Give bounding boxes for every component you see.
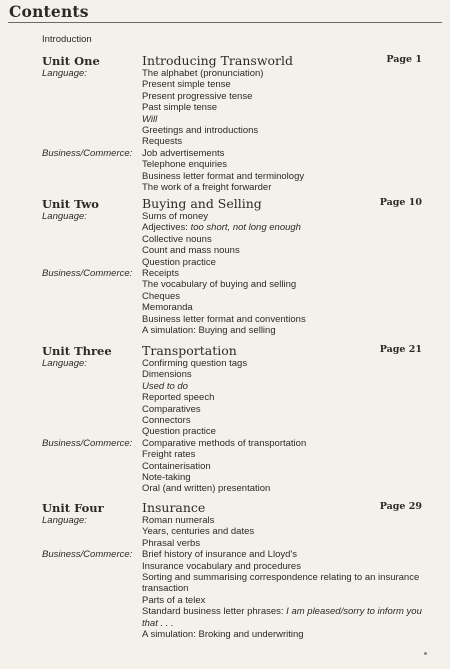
topic-item: [142, 483, 432, 494]
business-commerce-section: [42, 438, 432, 495]
topic-text: Present progressive tense: [142, 90, 253, 102]
topic-item: [142, 279, 432, 290]
unit-header[interactable]: [42, 344, 432, 358]
topic-text: Business letter format and terminology: [142, 170, 305, 182]
topic-text: Containerisation: [142, 460, 211, 472]
topic-item: [142, 257, 432, 268]
unit-header[interactable]: [42, 501, 432, 515]
topic-item: [142, 79, 432, 90]
topic-text: Used to do: [142, 380, 188, 392]
unit-header[interactable]: [42, 54, 432, 68]
language-section: [42, 211, 432, 268]
topic-text: Present simple tense: [142, 79, 231, 91]
unit-1: [42, 54, 432, 193]
business-commerce-section: [42, 148, 432, 194]
topic-item: [142, 268, 432, 279]
topic-text: A simulation: Broking and underwriting: [142, 629, 304, 641]
topic-item: [142, 526, 432, 537]
topic-item: [142, 159, 432, 170]
unit-title: Introducing Transworld: [142, 53, 294, 68]
topic-text: The vocabulary of buying and selling: [142, 279, 297, 291]
introduction-entry[interactable]: Introduction: [42, 34, 92, 45]
topic-text: Cheques: [142, 290, 181, 302]
section-label: Language:: [42, 515, 87, 526]
unit-2: [42, 197, 432, 336]
topic-item: [142, 404, 432, 415]
topic-text: Connectors: [142, 415, 191, 427]
topic-text: Receipts: [142, 268, 179, 280]
language-section: [42, 515, 432, 549]
topic-text: Greetings and introductions: [142, 125, 259, 137]
topic-text: Dimensions: [142, 369, 192, 381]
topic-text: The work of a freight forwarder: [142, 182, 272, 194]
topic-item: [142, 595, 432, 606]
topic-emphasis: I am pleased/sorry to inform you that . . .: [142, 606, 422, 629]
topic-item: [142, 136, 432, 147]
section-label: Business/Commerce:: [42, 437, 133, 449]
unit-label: Unit Three: [42, 344, 112, 358]
topic-text: A simulation: Buying and selling: [142, 325, 276, 337]
page-title: Contents: [9, 2, 89, 21]
topic-text: Standard business letter phrases:: [142, 606, 287, 618]
topic-text: Collective nouns: [142, 233, 212, 245]
topic-item: [142, 572, 432, 595]
topic-text: Count and mass nouns: [142, 245, 240, 257]
topic-text: Telephone enquiries: [142, 159, 228, 171]
topic-item: [142, 392, 432, 403]
topic-item: [142, 302, 432, 313]
topic-text: Business letter format and conventions: [142, 313, 306, 325]
section-label: Language:: [42, 211, 87, 222]
topic-item: [142, 182, 432, 193]
topic-item: [142, 358, 432, 369]
unit-3: [42, 344, 432, 495]
topic-text: Sorting and summarising correspondence relating to an insurance transaction: [142, 572, 420, 595]
unit-4: [42, 501, 432, 640]
topic-text: Note-taking: [142, 472, 191, 484]
topic-text: Past simple tense: [142, 102, 217, 114]
unit-label: Unit Four: [42, 501, 104, 515]
topic-item: [142, 461, 432, 472]
section-label: Language:: [42, 358, 87, 369]
language-section: [42, 68, 432, 148]
topic-item: [142, 438, 432, 449]
unit-title: Transportation: [142, 343, 237, 358]
topic-item: [142, 426, 432, 437]
topic-text: Requests: [142, 136, 183, 148]
topic-item: [142, 325, 432, 336]
topic-text: Comparatives: [142, 403, 201, 415]
topic-text: The alphabet (pronunciation): [142, 68, 264, 79]
section-label: Language:: [42, 68, 87, 79]
topic-text: Reported speech: [142, 392, 215, 404]
unit-header[interactable]: [42, 197, 432, 211]
topic-text: Adjectives:: [142, 222, 191, 234]
unit-title: Buying and Selling: [142, 196, 262, 211]
topic-text: Sums of money: [142, 211, 208, 222]
topic-item: [142, 449, 432, 460]
topic-item: [142, 381, 432, 392]
topic-item: [142, 114, 432, 125]
topic-text: Will: [142, 113, 158, 125]
topic-item: [142, 245, 432, 256]
topic-emphasis: too short, not long enough: [190, 222, 301, 234]
topic-item: [142, 538, 432, 549]
unit-page: Page 29: [379, 501, 422, 512]
topic-item: [142, 91, 432, 102]
topic-item: [142, 415, 432, 426]
topic-item: [142, 234, 432, 245]
section-label: Business/Commerce:: [42, 549, 133, 561]
topic-text: Job advertisements: [142, 147, 225, 159]
topic-text: Insurance vocabulary and procedures: [142, 560, 301, 572]
topic-text: Freight rates: [142, 449, 196, 461]
topic-text: Oral (and written) presentation: [142, 483, 271, 495]
topic-item: [142, 291, 432, 302]
topic-item: [142, 549, 432, 560]
topic-text: Comparative methods of transportation: [142, 437, 307, 449]
topic-item: [142, 314, 432, 325]
topic-text: Memoranda: [142, 302, 193, 314]
topic-text: Question practice: [142, 256, 216, 268]
business-commerce-section: [42, 549, 432, 640]
unit-title: Insurance: [142, 500, 206, 515]
topic-text: Parts of a telex: [142, 594, 206, 606]
topic-text: Roman numerals: [142, 515, 215, 526]
section-label: Business/Commerce:: [42, 147, 133, 159]
unit-label: Unit Two: [42, 197, 99, 211]
page-speck: [424, 652, 427, 655]
topic-item: [142, 629, 432, 640]
topic-text: Phrasal verbs: [142, 537, 201, 549]
topic-item: [142, 125, 432, 136]
section-label: Business/Commerce:: [42, 268, 133, 280]
topic-item: [142, 148, 432, 159]
topic-item: [142, 515, 432, 526]
topic-item: [142, 369, 432, 380]
business-commerce-section: [42, 268, 432, 336]
unit-page: Page 21: [379, 344, 422, 355]
unit-page: Page 10: [379, 197, 422, 208]
language-section: [42, 358, 432, 438]
topic-item: [142, 561, 432, 572]
unit-page: Page 1: [386, 54, 422, 65]
topic-item: [142, 102, 432, 113]
topic-text: Brief history of insurance and Lloyd's: [142, 549, 297, 561]
topic-item: [142, 222, 432, 233]
title-rule: [8, 22, 442, 23]
topic-text: Question practice: [142, 426, 216, 438]
topic-text: Years, centuries and dates: [142, 526, 255, 538]
topic-item: [142, 472, 432, 483]
topic-item: [142, 211, 432, 222]
topic-item: [142, 606, 432, 629]
topic-text: Confirming question tags: [142, 358, 248, 369]
topic-item: [142, 68, 432, 79]
unit-label: Unit One: [42, 54, 100, 68]
topic-item: [142, 171, 432, 182]
